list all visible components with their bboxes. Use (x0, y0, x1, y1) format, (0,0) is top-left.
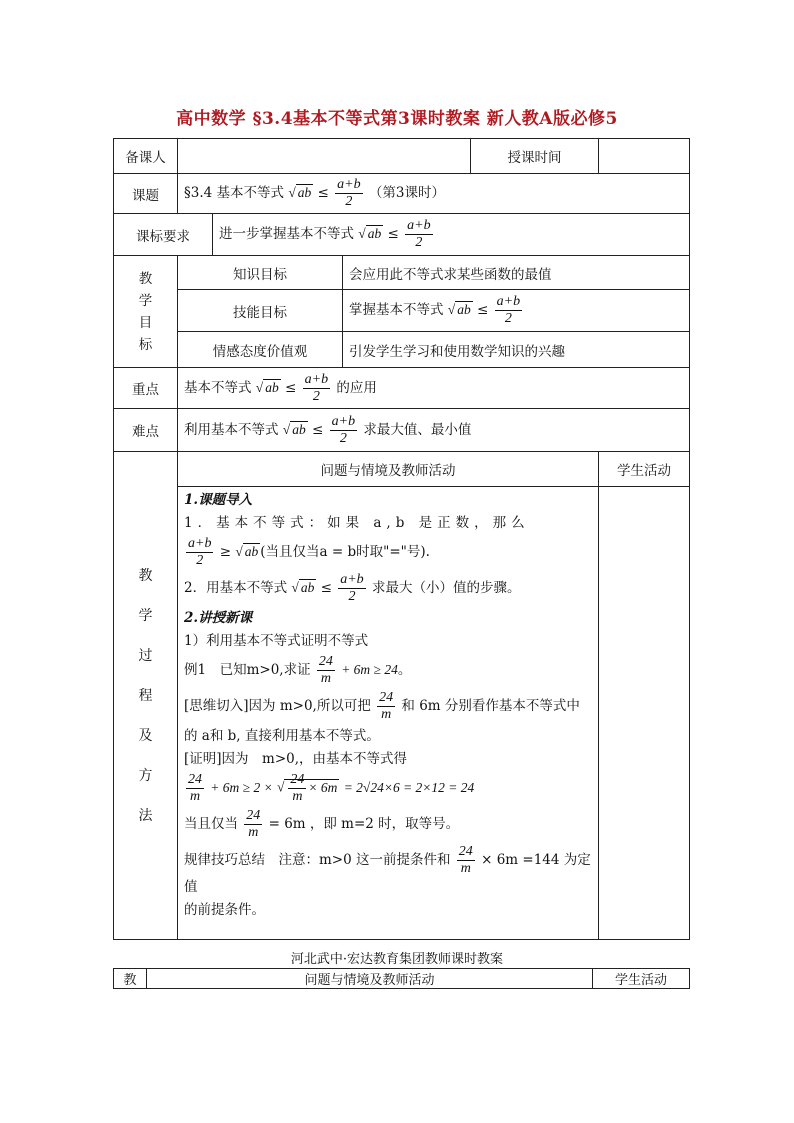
row-knowledge (114, 256, 690, 290)
section-intro-heading: 1.课题导入 (184, 492, 253, 508)
knowledge-value: 会应用此不等式求某些函数的最值 (343, 256, 690, 290)
row-topic (114, 174, 690, 214)
difficulty-value: 利用基本不等式 √ ab ≤ $\frac{a+b}{2}$ 求最大值、最小值 (178, 409, 690, 452)
rule-line: 规律技巧总结 注意：m>0 这一前提条件和 $\frac{24}{m}$ × 6m =144 为定值 (184, 844, 591, 896)
row-emotion (114, 332, 690, 368)
equality-line: 当且仅当 $\frac{24}{m}$ = 6m ，即 m=2 时，取等号。 (184, 808, 460, 841)
think-line: [思维切入]因为 m>0,所以可把 $\frac{24}{m}$ 和 6m 分别看作基本不等式中 (184, 690, 580, 722)
row-skill (114, 290, 690, 332)
skill-label: 技能目标 (178, 290, 343, 332)
row-standard (114, 214, 690, 256)
row-process-content (114, 487, 690, 940)
new-sub: 1）利用基本不等式证明不等式 (184, 633, 369, 649)
knowledge-label: 知识目标 (178, 256, 343, 290)
proof-formula: $\frac{24}{m}$ + 6m ≥ 2 × √ $\frac{24}{m}$ × 6m = 2√24×6 = 2×12 = 24 (188, 772, 475, 805)
lesson-plan-table (113, 138, 690, 940)
intro-p1: 1．基本不等式：如果 a,b 是正数，那么 (184, 515, 530, 531)
continuation-col2: 问题与情境及教师活动 (147, 969, 593, 989)
standard-value: 进一步掌握基本不等式 √ ab ≤ $\frac{a+b}{2}$ (213, 214, 690, 256)
topic-value: §3.4 基本不等式 √ ab ≤ $\frac{a+b}{2}$ （第3课时） (178, 174, 690, 214)
continuation-col3: 学生活动 (593, 969, 690, 989)
goals-label: 教 学 目 标 (114, 256, 178, 368)
process-side-label: 教 学 过 程 及 方 法 (114, 452, 178, 940)
intro-p1b: $\frac{a+b}{2}$ ≥ √ ab (当且仅当a = b时取"="号). (188, 536, 430, 568)
row-process-header (114, 452, 690, 487)
fraction-a-plus-b: $\frac{a+b}{2}$ (337, 177, 361, 209)
continuation-col1: 教 (114, 969, 147, 989)
section-new-heading: 2.讲授新课 (184, 610, 253, 626)
continuation-table (113, 968, 690, 989)
page-footer: 河北武中·宏达教育集团教师课时教案 (290, 952, 504, 967)
difficulty-label: 难点 (114, 409, 178, 452)
row-key (114, 368, 690, 409)
intro-p2: 2．用基本不等式 √ ab ≤ $\frac{a+b}{2}$ 求最大（小）值的步骤。 (184, 572, 521, 604)
emotion-value: 引发学生学习和使用数学知识的兴趣 (343, 332, 690, 368)
topic-label: 课题 (114, 174, 178, 214)
standard-label: 课标要求 (114, 214, 213, 256)
key-value: 基本不等式 √ ab ≤ $\frac{a+b}{2}$ 的应用 (178, 368, 690, 409)
student-activity-cell (599, 487, 690, 940)
proof-line: [证明]因为 m>0,，由基本不等式得 (184, 751, 408, 767)
think-line-2: 的 a和 b, 直接利用基本不等式。 (184, 728, 380, 744)
process-content (178, 487, 599, 940)
emotion-label: 情感态度价值观 (178, 332, 343, 368)
row-preparer (114, 139, 690, 174)
page-title: 高中数学 §3.4基本不等式第3课时教案 新人教A版必修5 (176, 109, 618, 129)
row-difficulty (114, 409, 690, 452)
teach-time-label: 授课时间 (471, 139, 599, 174)
student-header: 学生活动 (599, 452, 690, 487)
skill-value: 掌握基本不等式 √ ab ≤ $\frac{a+b}{2}$ (343, 290, 690, 332)
teach-time-value (599, 139, 690, 174)
activity-header: 问题与情境及教师活动 (178, 452, 599, 487)
sqrt-ab: √ ab (288, 185, 312, 200)
rule-line-2: 的前提条件。 (184, 902, 265, 919)
example-1: 例1 已知m>0,求证 $\frac{24}{m}$ + 6m ≥ 24。 (184, 654, 412, 686)
preparer-label: 备课人 (114, 139, 178, 174)
key-label: 重点 (114, 368, 178, 409)
preparer-value (178, 139, 471, 174)
continuation-header (114, 969, 690, 989)
